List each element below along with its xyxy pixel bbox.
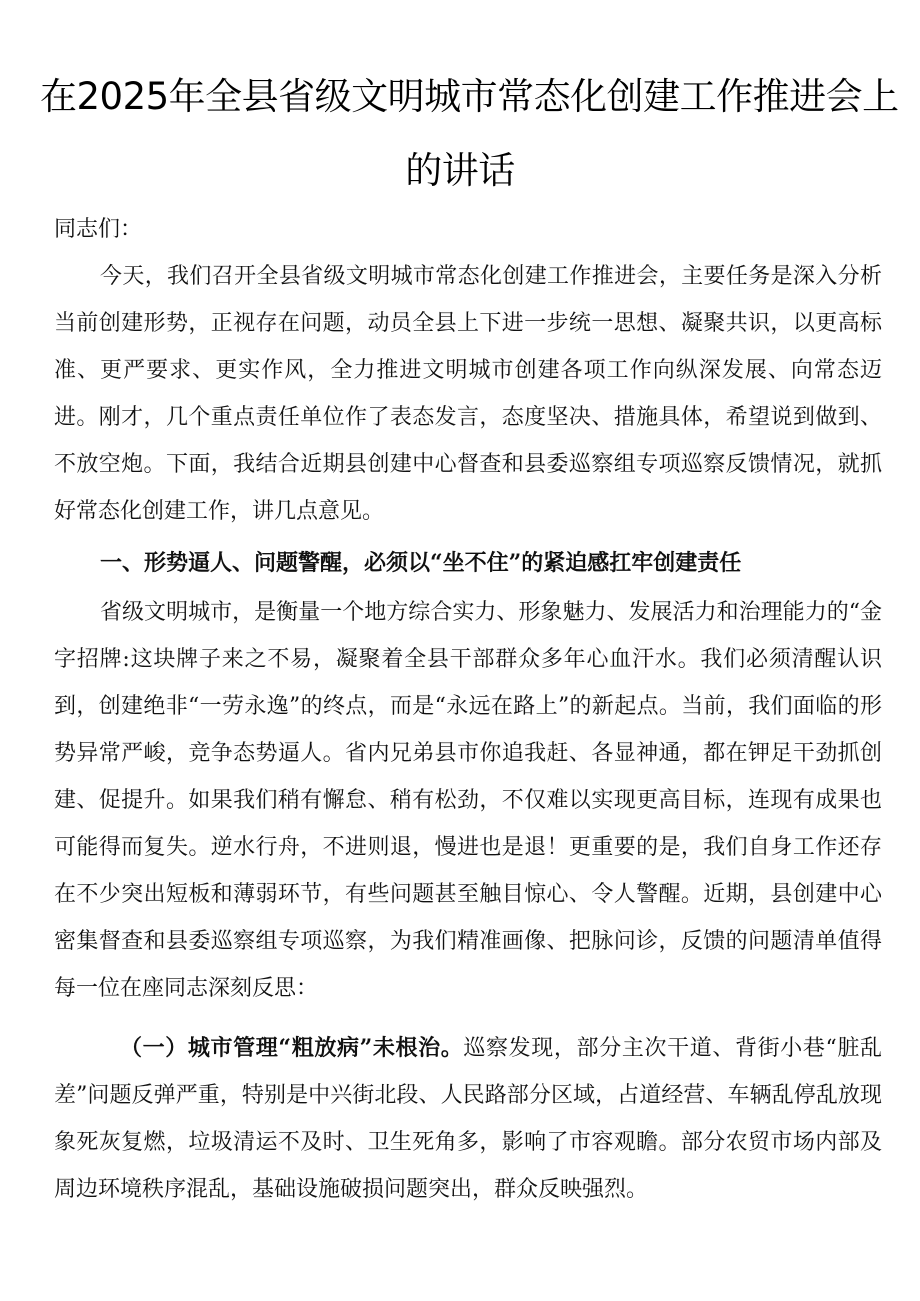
- document-title-line-1: 在2025年全县省级文明城市常态化创建工作推进会上: [40, 75, 899, 118]
- paragraph-issue-1: [54, 1025, 882, 1213]
- document-title-line-2: 的讲话: [405, 149, 515, 192]
- paragraph-situation: 省级文明城市，是衡量一个地方综合实力、形象魅力、发展活力和治理能力的“金字招牌:这块牌子来之不易，凝聚着全县干部群众多年心血汗水。我们必须清醒认识到，创建绝非“一劳永逸”的终点，而是“永远在路上”的新起点。当前，我们面临的形势异常严峻，竞争态势逼人。省内兄弟县市你追我赶、各显神通，都在钾足干劲抓创建、促提升。如果我们稍有懈怠、稍有松劲，不仅难以实现更高目标，连现有成果也可能得而复失。逆水行舟，不进则退，慢进也是退！更重要的是，我们自身工作还存在不少突出短板和薄弱环节，有些问题甚至触目惊心、令人警醒。近期，县创建中心密集督查和县委巡察组专项巡察，为我们精准画像、把脉问诊，反馈的问题清单值得每一位在座同志深刻反思：: [54, 600, 882, 1001]
- paragraph-intro: 今天，我们召开全县省级文明城市常态化创建工作推进会，主要任务是深入分析当前创建形势，正视存在问题，动员全县上下进一步统一思想、凝聚共识，以更高标准、更严要求、更实作风，全力推进文明城市创建各项工作向纵深发展、向常态迈进。刚才，几个重点责任单位作了表态发言，态度坚决、措施具体，希望说到做到、不放空炮。下面，我结合近期县创建中心督查和县委巡察组专项巡察反馈情况，就抓好常态化创建工作，讲几点意见。: [54, 264, 882, 524]
- greeting: 同志们：: [54, 217, 143, 242]
- issue-1-text: 巡察发现，部分主次干道、背街小巷“脏乱差”问题反弹严重，特别是中兴街北段、人民路部分区域，占道经营、车辆乱停乱放现象死灰复燃，垃圾清运不及时、卫生死角多，影响了市容观瞻。部分农贸市场内部及周边环境秩序混乱，基础设施破损问题突出，群众反映强烈。: [54, 1036, 883, 1202]
- issue-1-lead: （一）城市管理“粗放病”未根治。: [120, 1035, 464, 1061]
- section-heading-1: 一、形势逼人、问题警醒，必须以“坐不住”的紧迫感扛牢创建责任: [100, 550, 742, 576]
